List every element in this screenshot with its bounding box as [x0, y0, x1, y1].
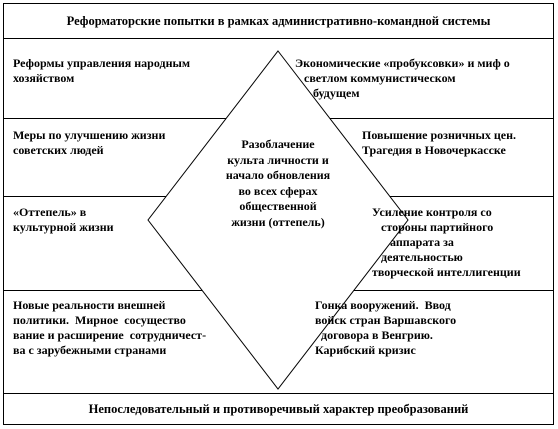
left-item-2: Меры по улучшению жизни советских людей — [13, 128, 166, 157]
left-item-1: Реформы управления народным хозяйством — [13, 56, 191, 85]
right-item-3: Усиление контроля со стороны партийного аппарата за деятельностью творческой интеллигенции — [372, 205, 521, 279]
footer-text: Непоследовательный и противоречивый характер преобразований — [88, 402, 469, 416]
left-item-4: Новые реальности внешней политики. Мирное сосущество вание и расширение сотрудничест- ва с зарубежными странами — [13, 298, 207, 357]
diagram-title-text: Реформаторские попытки в рамках административно-командной системы — [66, 13, 491, 28]
left-item-3: «Оттепель» в культурной жизни — [13, 205, 114, 234]
right-item-4: Гонка вооружений. Ввод войск стран Варшавского договора в Венгрию. Карибский кризис — [315, 298, 457, 357]
center-text: Разоблачение культа личности и начало обновления во всех сферах общественной жизни (оттепель) — [225, 137, 331, 229]
right-item-1: Экономические «пробуксовки» и миф о светлом коммунистическом будущем — [295, 56, 510, 100]
diagram-footer — [3, 393, 554, 425]
right-item-2: Повышение розничных цен. Трагедия в Новочеркасске — [362, 128, 517, 157]
